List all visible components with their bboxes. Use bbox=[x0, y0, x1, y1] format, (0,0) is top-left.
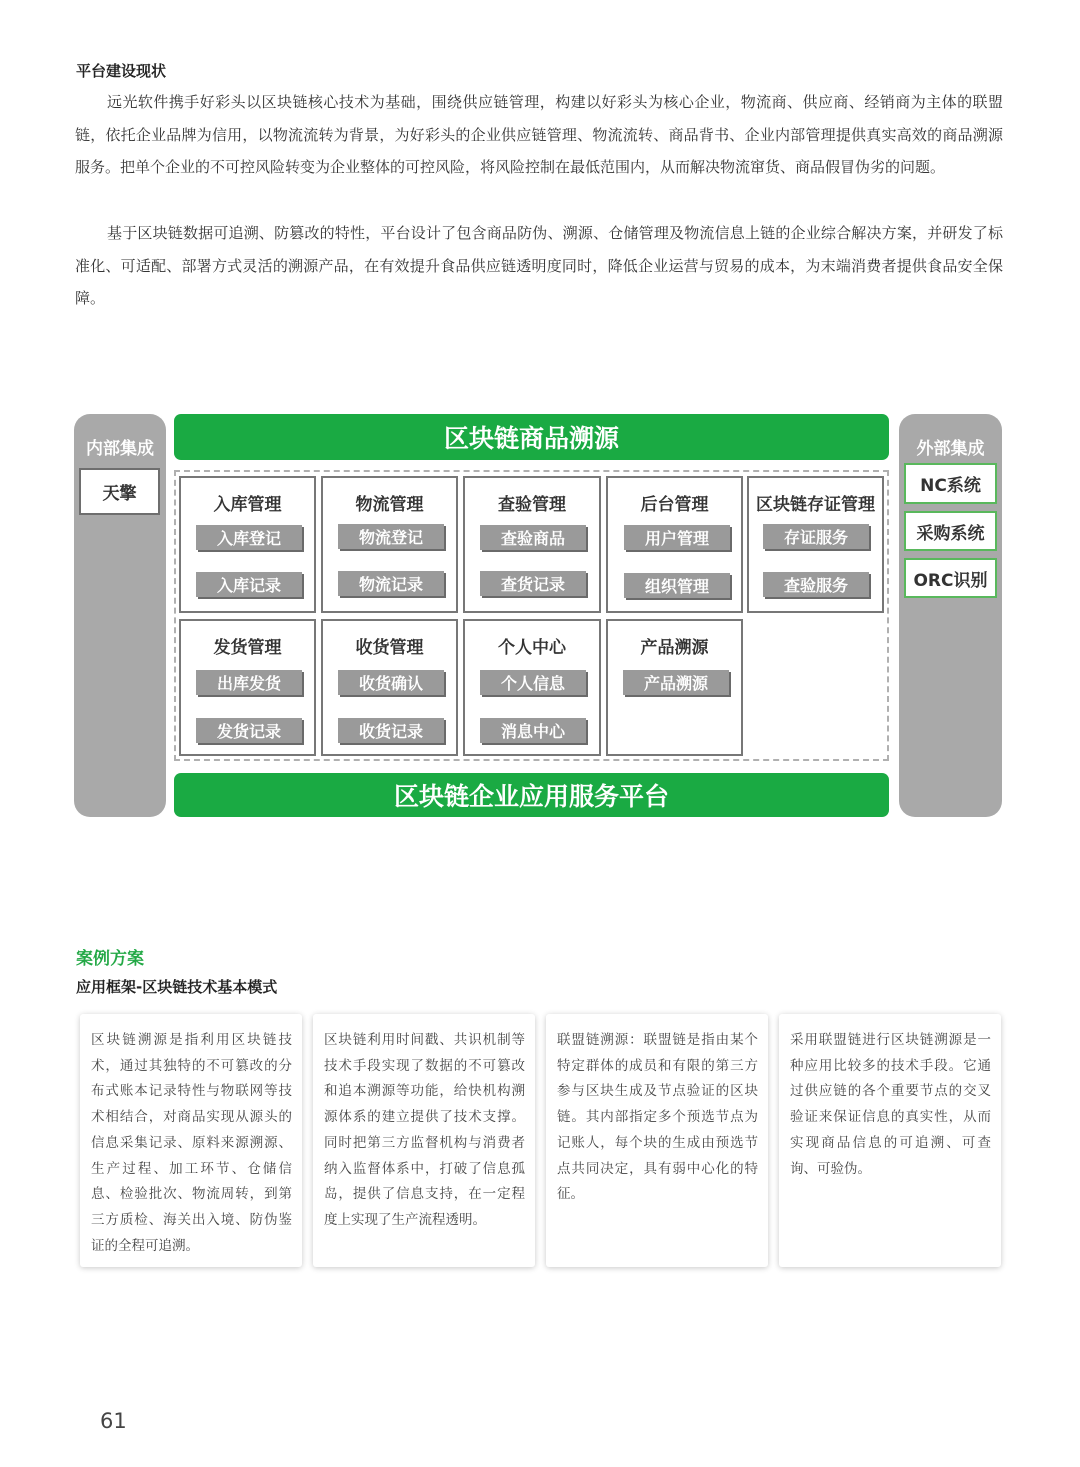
internal-integration-title: 内部集成 bbox=[86, 439, 154, 459]
module-backend bbox=[606, 476, 743, 613]
module-title: 入库管理 bbox=[213, 495, 282, 515]
module-blockchain-evidence bbox=[747, 476, 884, 613]
module-title: 物流管理 bbox=[355, 495, 424, 515]
module-personal-center bbox=[463, 619, 601, 756]
top-banner: 区块链商品溯源 bbox=[174, 414, 889, 460]
module-item: 个人信息 bbox=[480, 670, 586, 695]
module-item: 用户管理 bbox=[624, 525, 730, 550]
module-title: 后台管理 bbox=[640, 495, 709, 515]
case-card-1: 区块链溯源是指利用区块链技术，通过其独特的不可篡改的分布式账本记录特性与物联网等技术相结合，对商品实现从源头的信息采集记录、原料来源溯源、生产过程、加工环节、仓储信息、检验批次、物流周转，到第三方质检、海关出入境、防伪鉴证的全程可追溯。 bbox=[80, 1014, 302, 1267]
case-card-3: 联盟链溯源：联盟链是指由某个特定群体的成员和有限的第三方参与区块生成及节点验证的区块链。其内部指定多个预选节点为记账人，每个块的生成由预选节点共同决定，具有弱中心化的特征。 bbox=[546, 1014, 768, 1267]
case-card-2: 区块链利用时间戳、共识机制等技术手段实现了数据的不可篡改和追本溯源等功能，给快机构溯源体系的建立提供了技术支撑。同时把第三方监督机构与消费者纳入监督体系中，打破了信息孤岛，提供了信息支持，在一定程度上实现了生产流程透明。 bbox=[313, 1014, 535, 1267]
case-card-4: 采用联盟链进行区块链溯源是一种应用比较多的技术手段。它通过供应链的各个重要节点的交叉验证来保证信息的真实性，从而实现商品信息的可追溯、可查询、可验伪。 bbox=[779, 1014, 1001, 1267]
module-item: 收货确认 bbox=[338, 670, 444, 695]
module-item: 产品溯源 bbox=[623, 670, 729, 695]
module-receiving bbox=[321, 619, 458, 756]
module-item: 查验服务 bbox=[763, 572, 869, 597]
module-item: 入库登记 bbox=[196, 525, 302, 550]
module-title: 区块链存证管理 bbox=[756, 495, 875, 515]
module-product-trace bbox=[606, 619, 743, 756]
module-inbound bbox=[179, 476, 316, 613]
module-title: 查验管理 bbox=[498, 495, 566, 515]
case-title: 案例方案 bbox=[76, 949, 144, 969]
intro-paragraph-1: 远光软件携手好彩头以区块链核心技术为基础，围绕供应链管理，构建以好彩头为核心企业，物流商、供应商、经销商为主体的联盟链，依托企业品牌为信用，以物流流转为背景，为好彩头的企业供应链管理、物流流转、商品背书、企业内部管理提供真实高效的商品溯源服务。把单个企业的不可控风险转变为企业整体的可控风险，将风险控制在最低范围内，从而解决物流窜货、商品假冒伪劣的问题。 bbox=[75, 93, 1003, 176]
module-item: 入库记录 bbox=[196, 572, 302, 597]
page-number: 61 bbox=[100, 1409, 127, 1433]
module-item: 发货记录 bbox=[196, 718, 302, 743]
bottom-banner: 区块链企业应用服务平台 bbox=[174, 773, 889, 817]
module-item: 物流记录 bbox=[338, 571, 444, 596]
module-shipping bbox=[179, 619, 316, 756]
module-item: 组织管理 bbox=[624, 573, 730, 598]
module-logistics bbox=[321, 476, 458, 613]
module-inspection bbox=[463, 476, 601, 613]
section-title: 平台建设现状 bbox=[76, 62, 167, 80]
module-title: 个人中心 bbox=[498, 638, 566, 658]
external-item-procurement: 采购系统 bbox=[904, 511, 997, 551]
module-title: 产品溯源 bbox=[640, 638, 709, 658]
module-item: 消息中心 bbox=[480, 718, 586, 743]
module-title: 收货管理 bbox=[355, 638, 424, 658]
external-item-nc: NC系统 bbox=[904, 463, 997, 504]
module-item: 查货记录 bbox=[480, 571, 586, 596]
module-item: 收货记录 bbox=[338, 718, 444, 743]
case-subtitle: 应用框架-区块链技术基本模式 bbox=[76, 978, 278, 996]
module-item: 查验商品 bbox=[480, 525, 586, 550]
module-title: 发货管理 bbox=[213, 638, 282, 658]
external-integration-title: 外部集成 bbox=[916, 439, 985, 459]
module-item: 出库发货 bbox=[196, 670, 302, 695]
intro-paragraph-2: 基于区块链数据可追溯、防篡改的特性，平台设计了包含商品防伪、溯源、仓储管理及物流信息上链的企业综合解决方案，并研发了标准化、可适配、部署方式灵活的溯源产品，在有效提升食品供应链透明度同时，降低企业运营与贸易的成本，为末端消费者提供食品安全保障。 bbox=[75, 224, 1003, 307]
internal-item-tianqing: 天擎 bbox=[79, 468, 160, 515]
module-item: 物流登记 bbox=[338, 524, 444, 549]
external-item-orc: ORC识别 bbox=[904, 558, 997, 598]
module-item: 存证服务 bbox=[763, 524, 869, 549]
